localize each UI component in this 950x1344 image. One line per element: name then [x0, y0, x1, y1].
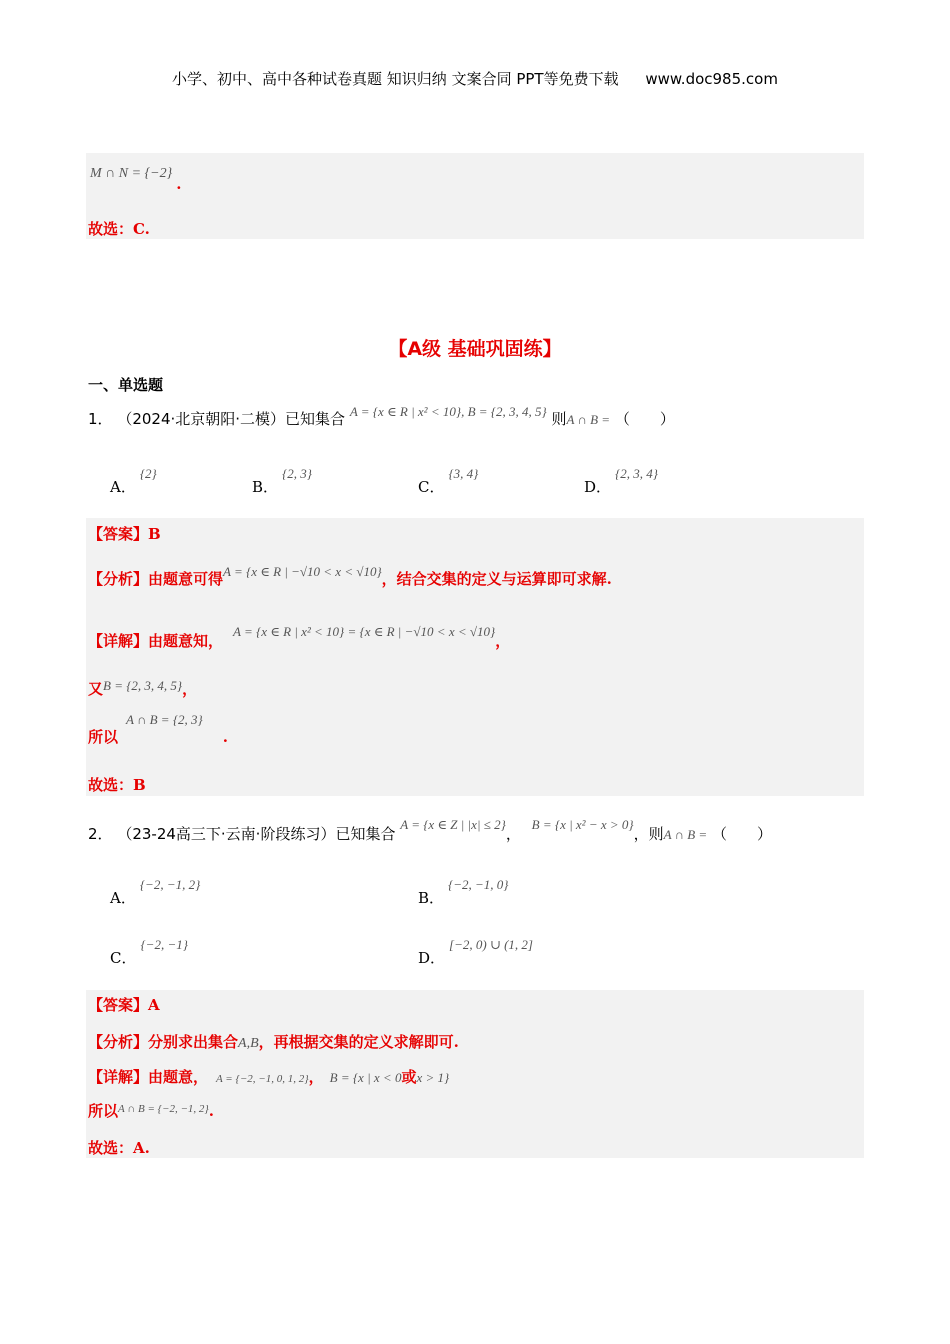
- q2-conclusion: 故选：A.: [88, 1139, 150, 1157]
- prev-conclusion: 故选：C.: [88, 220, 150, 238]
- q2-detail: 【详解】由题意， A = {−2, −1, 0, 1, 2}， B = {x | x < 0或x > 1}: [88, 1068, 450, 1086]
- q2-analysis-math: A,B: [238, 1036, 259, 1051]
- q2-set-a: A = {x ∈ Z | |x| ≤ 2}: [400, 817, 506, 832]
- page-header: [0, 68, 950, 89]
- section-heading: 一、单选题: [88, 376, 164, 394]
- question-2-stem: 2． （23-24高三下·云南·阶段练习）已知集合 A = {x ∈ Z | |x| ≤ 2}， B = {x | x² − x > 0}，则A ∩ B = （ ）: [88, 817, 772, 843]
- q2-so-math: A ∩ B = {−2, −1, 2}: [118, 1103, 209, 1115]
- prev-math-line: M ∩ N = {−2}.: [90, 166, 182, 193]
- q1-paren: （ ）: [614, 410, 675, 428]
- q1-answer: 【答案】B: [88, 525, 161, 543]
- q1-analysis-math: A = {x ∈ R | −√10 < x < √10}: [223, 564, 382, 579]
- q2-expr: A ∩ B =: [663, 827, 708, 842]
- q1-set-b: , B = {2, 3, 4, 5}: [461, 404, 547, 419]
- q1-option-b[interactable]: B．{2, 3}: [252, 466, 312, 496]
- q2-answer: 【答案】A: [88, 996, 160, 1014]
- header-text: 小学、初中、高中各种试卷真题 知识归纳 文案合同 PPT等免费下载: [172, 70, 619, 88]
- question-1-stem: [88, 404, 675, 429]
- q2-number: 2．: [88, 825, 113, 843]
- q2-detail-math-a: A = {−2, −1, 0, 1, 2}: [216, 1073, 309, 1085]
- prev-math: M ∩ N = {−2}: [90, 166, 173, 181]
- q2-option-a[interactable]: A．{−2, −1, 2}: [110, 877, 201, 907]
- q2-option-c[interactable]: C．{−2, −1}: [110, 937, 188, 967]
- q1-again: 又B = {2, 3, 4, 5}，: [88, 678, 198, 698]
- previous-solution-block: [86, 153, 864, 239]
- q2-source: （23-24高三下·云南·阶段练习）已知集合: [117, 825, 396, 843]
- q1-number: 1．: [88, 410, 113, 428]
- q2-detail-math-b: B = {x | x < 0: [329, 1070, 402, 1085]
- q2-detail-math-c: x > 1}: [416, 1070, 450, 1085]
- q1-expr: A ∩ B =: [566, 412, 611, 427]
- q1-solution-block: [86, 518, 864, 796]
- q1-so: 所以A ∩ B = {2, 3}.: [88, 712, 228, 746]
- q1-option-a[interactable]: A．{2}: [110, 466, 157, 496]
- q2-analysis: 【分析】分别求出集合A,B，再根据交集的定义求解即可.: [88, 1033, 459, 1051]
- q1-option-d[interactable]: D．{2, 3, 4}: [584, 466, 658, 496]
- q2-paren: （ ）: [711, 825, 772, 843]
- q1-again-math: B = {2, 3, 4, 5}: [103, 678, 183, 693]
- q1-then: 则: [551, 410, 567, 428]
- q1-detail-math: A = {x ∈ R | x² < 10} = {x ∈ R | −√10 < x < √10}: [233, 624, 496, 639]
- q2-so: 所以A ∩ B = {−2, −1, 2}.: [88, 1102, 214, 1120]
- q2-set-b: B = {x | x² − x > 0}: [531, 817, 634, 832]
- q1-conclusion: 故选：B: [88, 776, 146, 794]
- q1-source: （2024·北京朝阳·二模）已知集合: [117, 410, 346, 428]
- q1-so-math: A ∩ B = {2, 3}: [126, 712, 203, 727]
- q2-option-b[interactable]: B．{−2, −1, 0}: [418, 877, 509, 907]
- q1-set-a: A = {x ∈ R | x² < 10}: [349, 404, 462, 419]
- q1-option-c[interactable]: C．{3, 4}: [418, 466, 479, 496]
- page-title: 【A级 基础巩固练】: [388, 338, 562, 360]
- q2-option-d[interactable]: D．[−2, 0) ∪ (1, 2]: [418, 937, 533, 967]
- q1-detail: 【详解】由题意知，A = {x ∈ R | x² < 10} = {x ∈ R | −√10 < x < √10}，: [88, 624, 511, 650]
- q1-analysis: 【分析】由题意可得A = {x ∈ R | −√10 < x < √10}，结合交集的定义与运算即可求解.: [88, 564, 612, 588]
- header-url[interactable]: www.doc985.com: [645, 70, 778, 88]
